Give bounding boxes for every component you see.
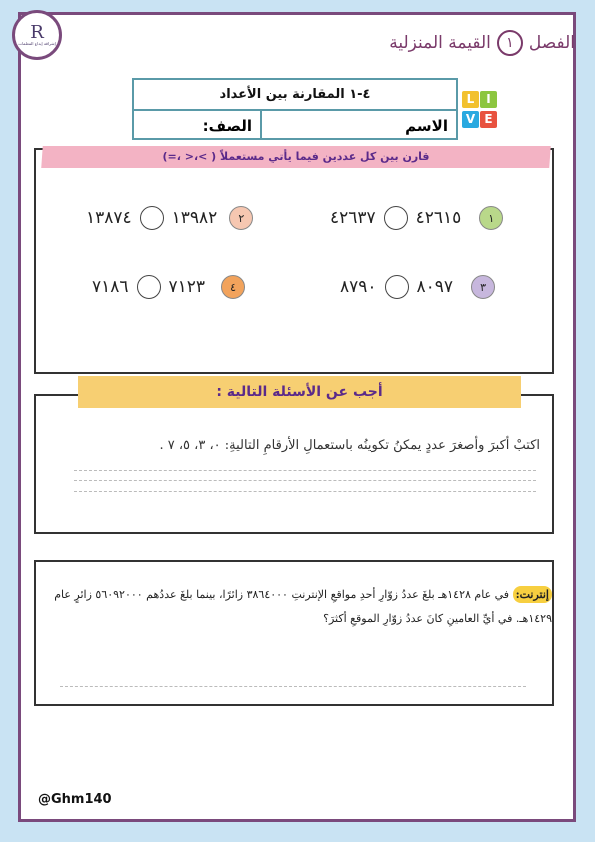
item-4-left-number: ٧١٨٦ (92, 277, 129, 297)
question-largest-smallest: اكتبْ أكبرَ وأصغرَ عددٍ يمكنُ تكوينُه باستعمالِ الأرقامِ التاليةِ: ٠، ٣، ٥، ٧ . (159, 438, 540, 453)
lesson-title-box (132, 78, 458, 140)
internet-question-text: في عام ١٤٢٨هـ بلغَ عددُ زوّارِ أحدِ مواقعِ الإنترنتِ ٣٨٦٤٠٠٠ زائرًا، بينما بلغَ عددُهم ٥٦٠٩٢٠٠٠ زائرٍ عام ١٤٢٩هـ. في أيِّ العامينِ كانَ عددُ زوّارِ الموقعِ أكثرَ؟ (54, 588, 552, 625)
item-3-answer-circle[interactable] (385, 275, 409, 299)
compare-item-4 (92, 275, 245, 299)
chapter-number: ١ (497, 30, 523, 56)
item-1-left-number: ٤٢٦٣٧ (330, 208, 376, 228)
compare-item-1 (330, 206, 503, 230)
item-1-badge: ١ (479, 206, 503, 230)
lesson-title: ٤-١ المقارنة بين الأعداد (134, 80, 456, 111)
item-3-left-number: ٨٧٩٠ (340, 277, 377, 297)
item-2-left-number: ١٣٨٧٤ (86, 208, 132, 228)
class-field[interactable]: الصف: (202, 116, 252, 135)
live-letter-e: E (480, 111, 497, 128)
name-field[interactable]: الاسم (260, 111, 456, 140)
item-1-right-number: ٤٢٦١٥ (415, 208, 462, 228)
answer-line-3[interactable] (74, 491, 536, 492)
item-2-badge: ٢ (229, 206, 253, 230)
logo (12, 10, 62, 60)
item-4-answer-circle[interactable] (137, 275, 161, 299)
chapter-label: الفصل (528, 33, 575, 53)
answer-line-2[interactable] (74, 480, 536, 481)
compare-item-3 (340, 275, 495, 299)
internet-section (34, 560, 554, 706)
live-letter-i: I (480, 91, 497, 108)
author-handle: @Ghm140 (38, 792, 112, 807)
questions-section (34, 394, 554, 534)
live-letter-l: L (462, 91, 479, 108)
item-4-right-number: ٧١٢٣ (168, 277, 206, 297)
live-letter-v: V (462, 111, 479, 128)
internet-tag: إنترنت: (513, 586, 552, 603)
compare-section (34, 148, 554, 374)
logo-text: إشراقة إبداع المعلمات (18, 40, 56, 46)
chapter-heading (389, 30, 575, 56)
item-3-right-number: ٨٠٩٧ (416, 277, 454, 297)
internet-question (54, 583, 552, 631)
item-2-right-number: ١٣٩٨٢ (171, 208, 218, 228)
item-1-answer-circle[interactable] (384, 206, 408, 230)
item-4-badge: ٤ (221, 275, 245, 299)
questions-heading: أجب عن الأسئلة التالية : (216, 384, 383, 400)
live-logo (461, 88, 499, 128)
internet-answer-line[interactable] (60, 686, 526, 687)
item-2-answer-circle[interactable] (140, 206, 164, 230)
answer-line-1[interactable] (74, 470, 536, 471)
compare-instruction: قارن بين كل عددين فيما يأتي مستعملاً ( >،< ،=) (162, 150, 430, 163)
logo-letter: R (30, 21, 44, 43)
chapter-title: القيمة المنزلية (389, 33, 491, 53)
compare-item-2 (86, 206, 253, 230)
item-3-badge: ٣ (471, 275, 495, 299)
